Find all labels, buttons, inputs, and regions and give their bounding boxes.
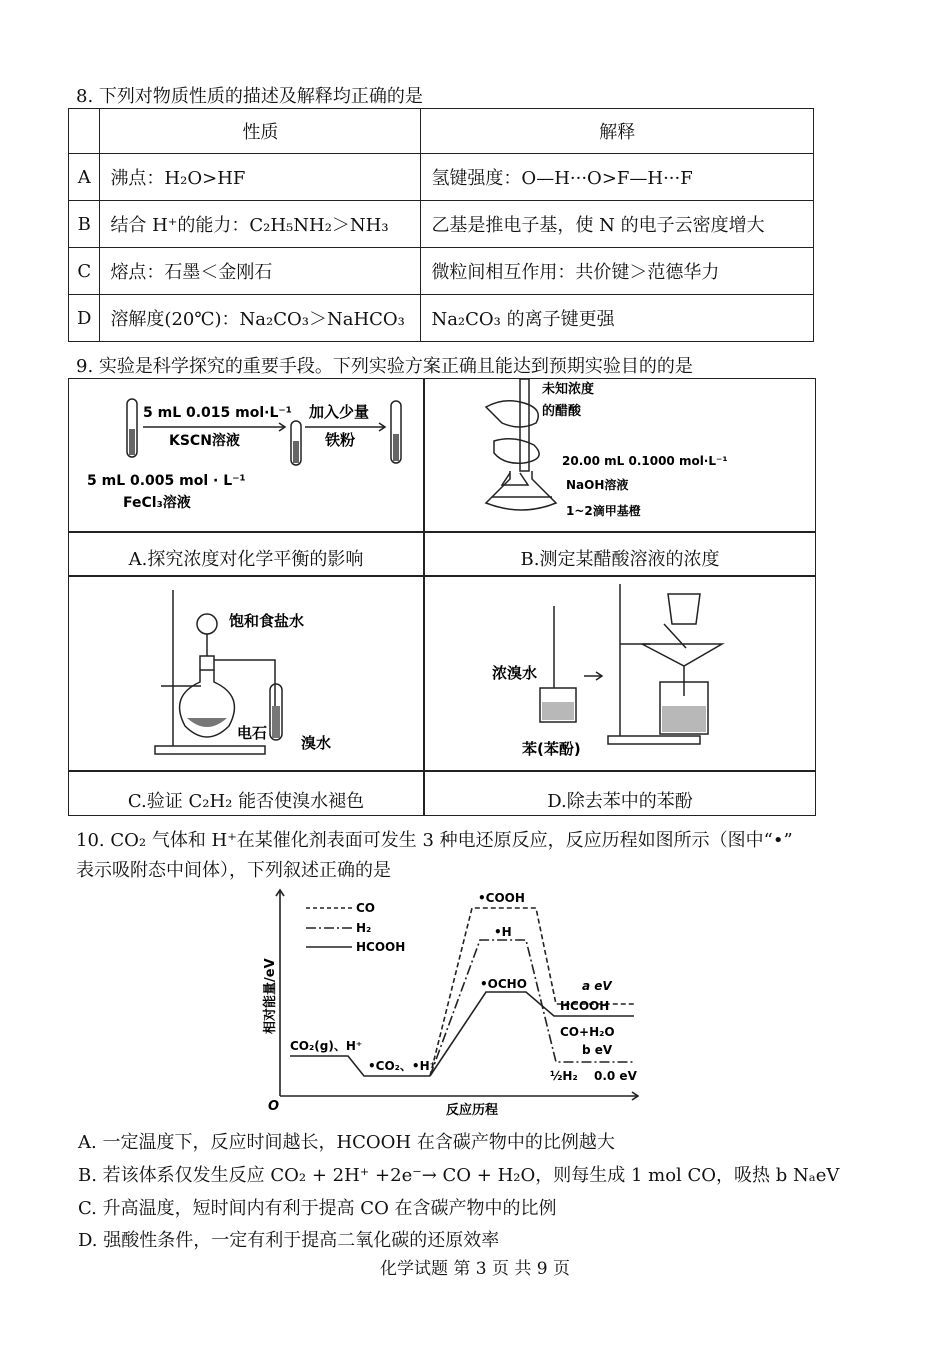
- panel-d-illustration: [424, 576, 816, 770]
- legend-h2: H₂: [356, 921, 372, 935]
- label-h2: ½H₂: [550, 1069, 578, 1083]
- a-base2: FeCl₃溶液: [123, 495, 191, 511]
- row-property: 沸点：H₂O>HF: [100, 154, 421, 201]
- x-axis-label: 反应历程: [446, 1103, 499, 1118]
- row-letter: B: [69, 201, 100, 248]
- b-label4: NaOH溶液: [566, 478, 629, 492]
- q10-title-line2: 表示吸附态中间体），下列叙述正确的是: [76, 860, 391, 881]
- label-ts-co: •COOH: [478, 891, 525, 905]
- label-ts-h2: •H: [494, 925, 512, 939]
- label-a: a eV: [582, 979, 612, 993]
- q10-option-a: A. 一定温度下，反应时间越长，HCOOH 在含碳产物中的比例越大: [78, 1132, 615, 1153]
- q10-option-d: D. 强酸性条件，一定有利于提高二氧化碳的还原效率: [78, 1230, 500, 1251]
- a-reagent1b: KSCN溶液: [169, 433, 240, 449]
- row-explanation: 微粒间相互作用：共价键＞范德华力: [421, 248, 814, 295]
- label-start: CO₂(g)、H⁺: [290, 1039, 363, 1053]
- table-row: [69, 154, 814, 201]
- header-empty-cell: [69, 109, 100, 154]
- q10-option-c: C. 升高温度，短时间内有利于提高 CO 在含碳产物中的比例: [78, 1198, 557, 1219]
- row-property: 结合 H⁺的能力：C₂H₅NH₂＞NH₃: [100, 201, 421, 248]
- b-label3: 20.00 mL 0.1000 mol·L⁻¹: [562, 454, 728, 468]
- c-label1: 饱和食盐水: [229, 612, 305, 630]
- header-property: 性质: [100, 109, 421, 154]
- a-reagent2: 加入少量: [309, 403, 370, 421]
- label-zero: 0.0 eV: [594, 1069, 637, 1083]
- panel-c-illustration: [69, 576, 423, 770]
- panel-c-caption: C.验证 C₂H₂ 能否使溴水褪色: [127, 791, 365, 812]
- panel-b-illustration: [424, 379, 816, 531]
- label-co-h2o: CO+H₂O: [560, 1025, 615, 1039]
- page-footer: 化学试题 第 3 页 共 9 页: [379, 1259, 571, 1279]
- panel-d-caption: D.除去苯中的苯酚: [547, 791, 693, 812]
- row-explanation: 氢键强度：O—H···O>F—H···F: [421, 154, 814, 201]
- row-property: 溶解度(20℃)：Na₂CO₃＞NaHCO₃: [100, 295, 421, 342]
- a-base1: 5 mL 0.005 mol · L⁻¹: [87, 473, 246, 489]
- row-letter: D: [69, 295, 100, 342]
- grid-divider: [69, 531, 815, 533]
- panel-a-caption: A.探究浓度对化学平衡的影响: [128, 549, 364, 570]
- a-reagent1: 5 mL 0.015 mol·L⁻¹: [143, 405, 292, 421]
- row-explanation: Na₂CO₃ 的离子键更强: [421, 295, 814, 342]
- label-adsorbed: •CO₂、•H⁺: [368, 1059, 436, 1073]
- b-label2: 的醋酸: [542, 404, 582, 419]
- panel-a-illustration: [69, 379, 423, 531]
- label-hcooh: HCOOH: [560, 999, 610, 1013]
- q10-energy-chart: [260, 884, 660, 1124]
- a-reagent2b: 铁粉: [325, 431, 356, 449]
- panel-b-caption: B.测定某醋酸溶液的浓度: [520, 549, 720, 570]
- table-row: [69, 248, 814, 295]
- d-label2: 苯(苯酚): [522, 740, 581, 758]
- q10-option-b: B. 若该体系仅发生反应 CO₂ + 2H⁺ +2e⁻→ CO + H₂O，则每生成 1 mol CO，吸热 b NₐeV: [78, 1165, 840, 1186]
- c-label2: 电石: [237, 724, 268, 742]
- table-header-row: [69, 109, 814, 154]
- row-letter: C: [69, 248, 100, 295]
- q9-title: 9. 实验是科学探究的重要手段。下列实验方案正确且能达到预期实验目的的是: [76, 356, 693, 377]
- header-explanation: 解释: [421, 109, 814, 154]
- label-ts-hcooh: •OCHO: [480, 977, 527, 991]
- legend: [306, 908, 352, 947]
- table-row: [69, 295, 814, 342]
- origin-label: O: [268, 1099, 280, 1114]
- legend-hcooh: HCOOH: [356, 940, 406, 954]
- legend-co: CO: [356, 901, 376, 915]
- q8-table: [68, 108, 814, 342]
- q10-title-line1: 10. CO₂ 气体和 H⁺在某催化剂表面可发生 3 种电还原反应，反应历程如图所示（图中“•”: [76, 830, 793, 851]
- c-label3: 溴水: [301, 734, 332, 752]
- b-label5: 1~2滴甲基橙: [566, 504, 641, 518]
- y-axis-label: 相对能量/eV: [263, 958, 278, 1034]
- q8-title: 8. 下列对物质性质的描述及解释均正确的是: [76, 86, 423, 107]
- row-explanation: 乙基是推电子基，使 N 的电子云密度增大: [421, 201, 814, 248]
- b-label1: 未知浓度: [542, 382, 595, 397]
- table-row: [69, 201, 814, 248]
- label-b: b eV: [582, 1043, 613, 1057]
- row-property: 熔点：石墨＜金刚石: [100, 248, 421, 295]
- grid-divider: [69, 770, 815, 772]
- row-letter: A: [69, 154, 100, 201]
- d-label1: 浓溴水: [492, 664, 538, 682]
- q9-grid: [68, 378, 816, 816]
